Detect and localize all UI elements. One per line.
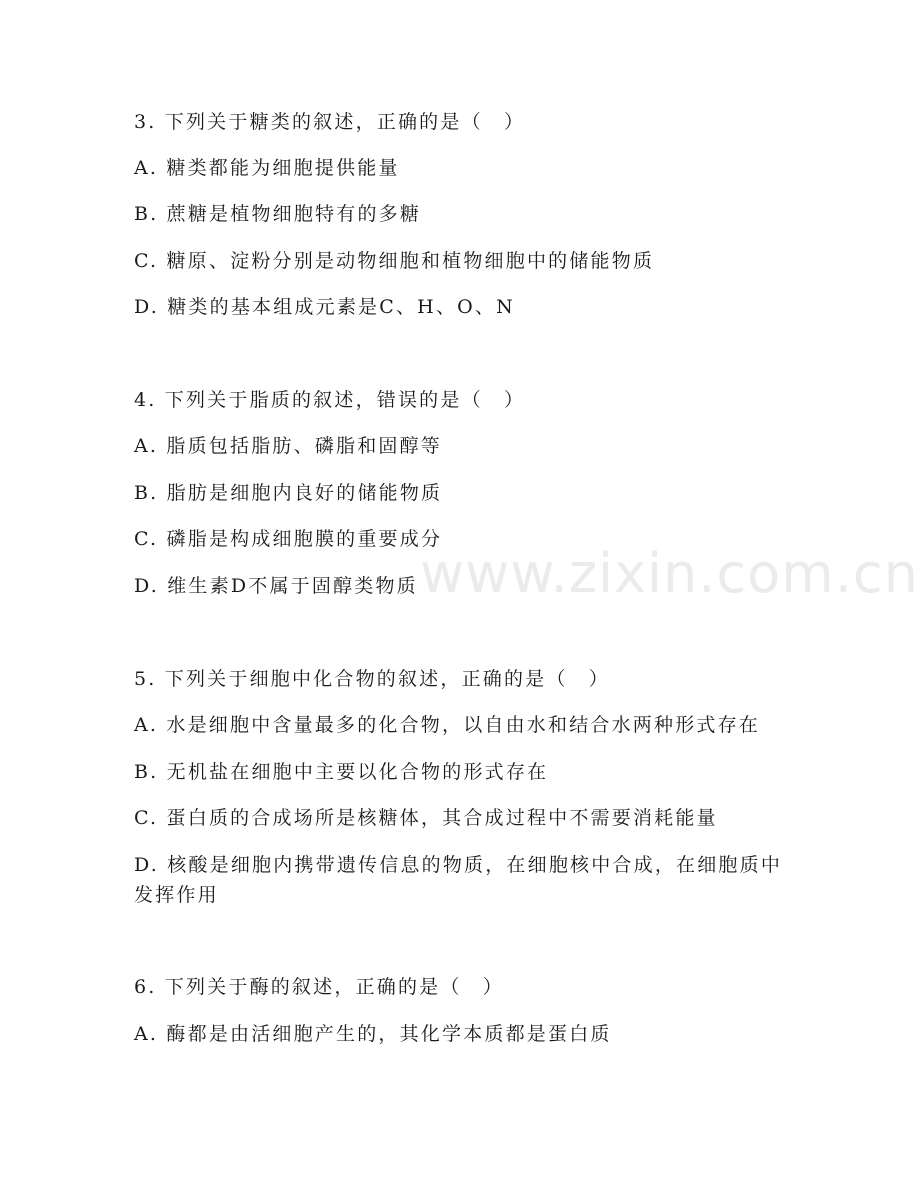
- question-5-stem: 5. 下列关于细胞中化合物的叙述，正确的是（ ）: [134, 668, 610, 690]
- question-3-option-a: A. 糖类都能为细胞提供能量: [134, 157, 400, 179]
- question-3-option-b: B. 蔗糖是植物细胞特有的多糖: [134, 203, 422, 225]
- question-6-stem: 6. 下列关于酶的叙述，正确的是（ ）: [134, 976, 504, 998]
- question-4-option-b: B. 脂肪是细胞内良好的储能物质: [134, 482, 443, 504]
- question-4-option-c: C. 磷脂是构成细胞膜的重要成分: [134, 528, 443, 550]
- question-5-option-c: C. 蛋白质的合成场所是核糖体，其合成过程中不需要消耗能量: [134, 807, 718, 829]
- question-3-stem: 3. 下列关于糖类的叙述，正确的是（ ）: [134, 111, 526, 133]
- question-3-option-d: D. 糖类的基本组成元素是C、H、O、N: [134, 296, 515, 318]
- question-5-option-a: A. 水是细胞中含量最多的化合物，以自由水和结合水两种形式存在: [134, 714, 761, 736]
- question-3-option-c: C. 糖原、淀粉分别是动物细胞和植物细胞中的储能物质: [134, 250, 655, 272]
- question-4-option-a: A. 脂质包括脂肪、磷脂和固醇等: [134, 435, 443, 457]
- question-4-option-d: D. 维生素D不属于固醇类物质: [134, 575, 418, 597]
- question-6-option-a: A. 酶都是由活细胞产生的，其化学本质都是蛋白质: [134, 1023, 612, 1045]
- watermark: www.zixin.com.cn: [420, 542, 919, 605]
- question-5-option-b: B. 无机盐在细胞中主要以化合物的形式存在: [134, 761, 549, 783]
- question-4-stem: 4. 下列关于脂质的叙述，错误的是（ ）: [134, 389, 526, 411]
- question-5-option-d: D. 核酸是细胞内携带遗传信息的物质，在细胞核中合成，在细胞质中发挥作用: [134, 854, 783, 906]
